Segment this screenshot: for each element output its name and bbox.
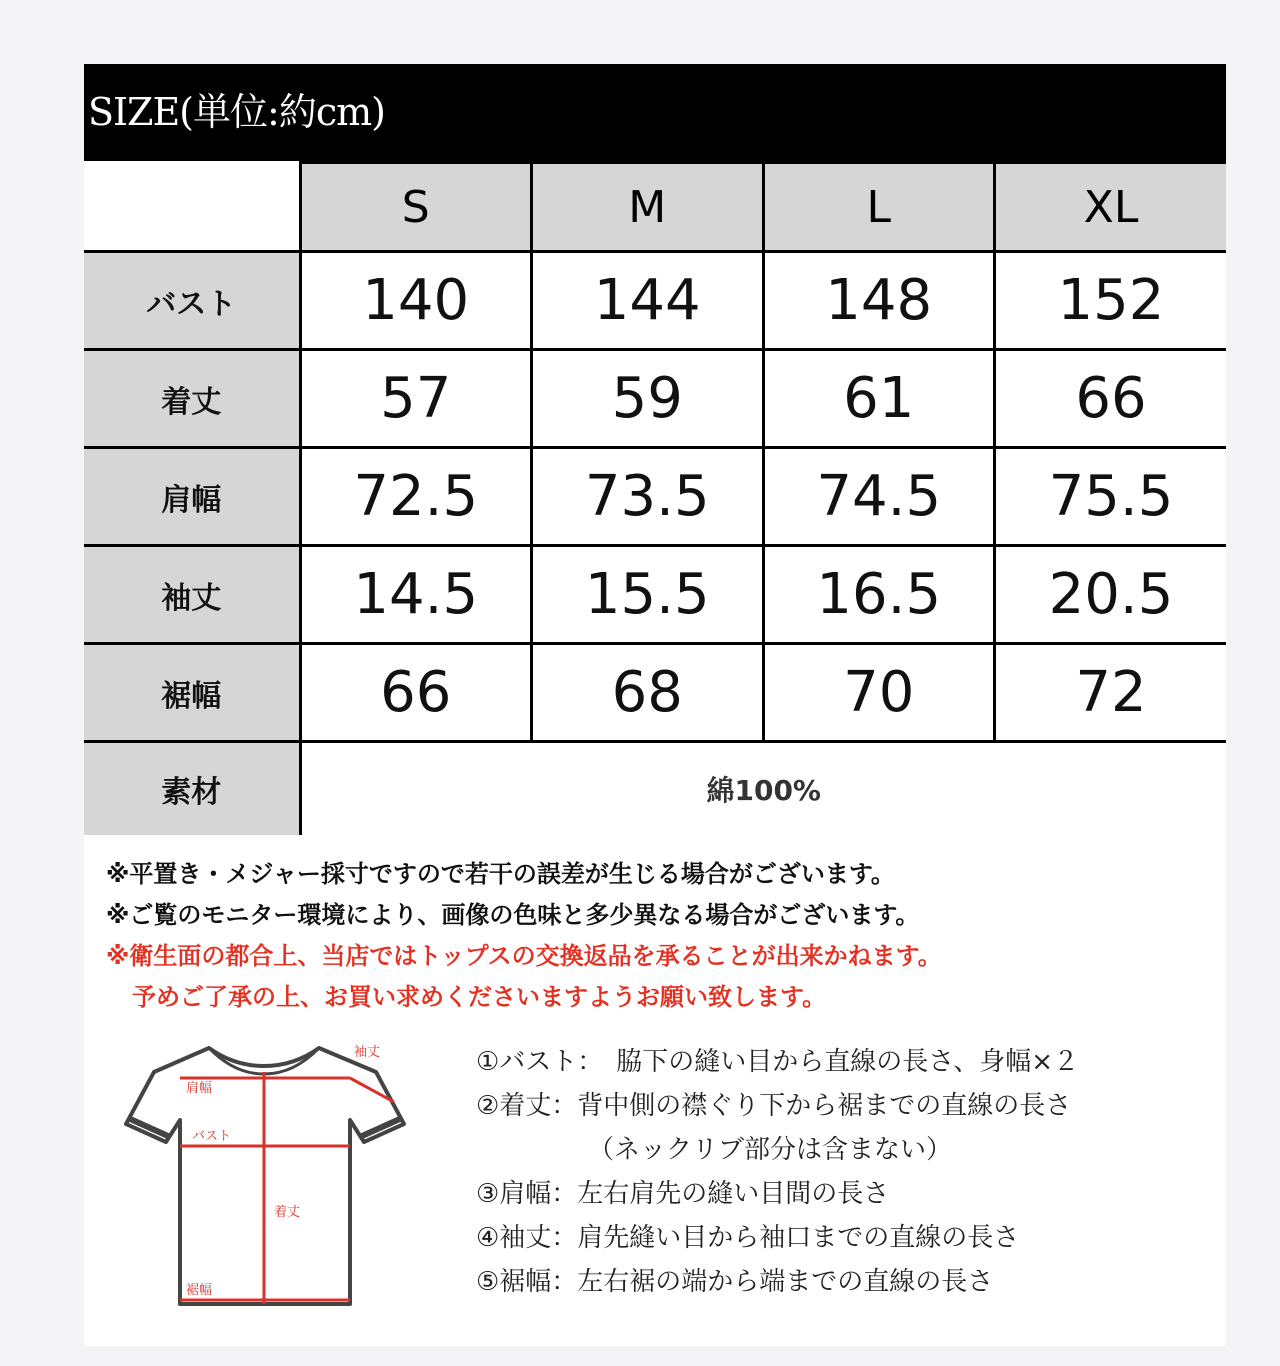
definition-length-note: （ネックリブ部分は含まない） xyxy=(588,1135,953,1165)
definition-bust: ①バスト： 脇下の縫い目から直線の長さ、身幅×２ xyxy=(476,1047,1080,1077)
size-header-row xyxy=(84,163,1226,252)
table-cell: 14.5 xyxy=(300,546,532,644)
size-l-header: L xyxy=(763,163,995,252)
table-cell: 75.5 xyxy=(995,448,1227,546)
definition-sleeve: ④袖丈：肩先縫い目から袖口までの直線の長さ xyxy=(476,1223,1020,1253)
size-chart-card xyxy=(84,64,1226,1346)
diagram-label-shoulder: 肩幅 xyxy=(186,1081,213,1096)
table-cell: 68 xyxy=(532,644,764,742)
table-cell: 152 xyxy=(995,252,1227,350)
note-line: ※ご覧のモニター環境により、画像の色味と多少異なる場合がございます。 xyxy=(106,901,920,929)
table-row xyxy=(84,350,1226,448)
note-line-warning: 予めご了承の上、お買い求めくださいますようお願い致します。 xyxy=(132,983,827,1011)
table-cell: 59 xyxy=(532,350,764,448)
diagram-label-bust: バスト xyxy=(192,1129,232,1144)
table-cell: 72.5 xyxy=(300,448,532,546)
material-value: 綿100% xyxy=(300,742,1226,836)
table-cell: 140 xyxy=(300,252,532,350)
table-cell: 74.5 xyxy=(763,448,995,546)
table-row xyxy=(84,644,1226,742)
size-m-header: M xyxy=(532,163,764,252)
definition-length: ②着丈：背中側の襟ぐり下から裾までの直線の長さ xyxy=(476,1091,1072,1121)
table-cell: 57 xyxy=(300,350,532,448)
row-label-material: 素材 xyxy=(84,742,300,836)
table-cell: 61 xyxy=(763,350,995,448)
row-label-length: 着丈 xyxy=(84,350,300,448)
size-s-header: S xyxy=(300,163,532,252)
table-cell: 16.5 xyxy=(763,546,995,644)
definition-hem: ⑤裾幅：左右裾の端から端までの直線の長さ xyxy=(476,1267,994,1297)
material-row xyxy=(84,742,1226,836)
table-row xyxy=(84,252,1226,350)
table-row xyxy=(84,448,1226,546)
definition-shoulder: ③肩幅：左右肩先の縫い目間の長さ xyxy=(476,1179,890,1209)
diagram-label-sleeve: 袖丈 xyxy=(354,1045,381,1060)
notes xyxy=(106,854,1206,1018)
table-cell: 148 xyxy=(763,252,995,350)
row-label-hem: 裾幅 xyxy=(84,644,300,742)
table-corner xyxy=(84,163,300,252)
size-title: SIZE(単位:約cm) xyxy=(84,64,1226,161)
tshirt-diagram xyxy=(114,1036,414,1321)
size-table xyxy=(84,161,1226,835)
diagram-label-hem: 裾幅 xyxy=(186,1283,213,1298)
table-cell: 20.5 xyxy=(995,546,1227,644)
row-label-sleeve: 袖丈 xyxy=(84,546,300,644)
size-xl-header: XL xyxy=(995,163,1227,252)
table-cell: 66 xyxy=(300,644,532,742)
table-cell: 70 xyxy=(763,644,995,742)
table-cell: 73.5 xyxy=(532,448,764,546)
note-line-warning: ※衛生面の都合上、当店ではトップスの交換返品を承ることが出来かねます。 xyxy=(106,942,942,970)
row-label-shoulder: 肩幅 xyxy=(84,448,300,546)
table-cell: 144 xyxy=(532,252,764,350)
table-cell: 72 xyxy=(995,644,1227,742)
diagram-label-length: 着丈 xyxy=(274,1205,301,1220)
row-label-bust: バスト xyxy=(84,252,300,350)
table-cell: 66 xyxy=(995,350,1227,448)
table-row xyxy=(84,546,1226,644)
measurement-definitions xyxy=(476,1040,1196,1304)
note-line: ※平置き・メジャー採寸ですので若干の誤差が生じる場合がございます。 xyxy=(106,860,895,888)
table-cell: 15.5 xyxy=(532,546,764,644)
